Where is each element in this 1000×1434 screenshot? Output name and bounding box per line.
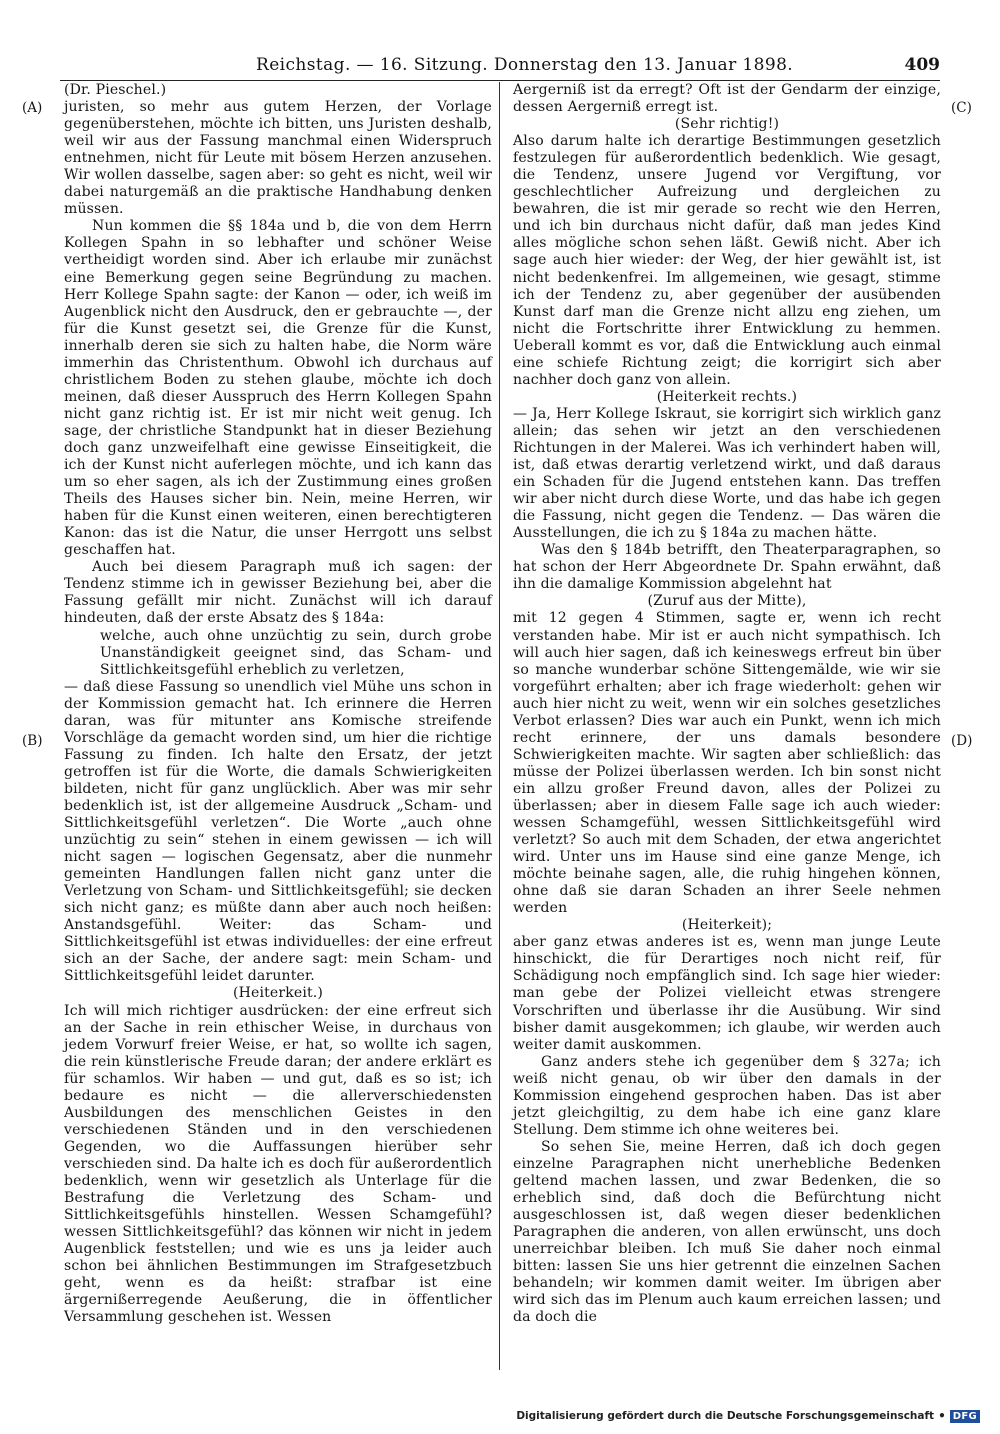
- left-column: [64, 82, 492, 1326]
- right-stage-direction: (Sehr richtig!): [674, 116, 780, 133]
- speaker-label: (Dr. Pieschel.): [64, 82, 167, 98]
- right-paragraph: Ganz anders stehe ich gegenüber dem § 327a; ich weiß nicht genau, ob wir über den damals in der Kommission eingehend gesprochen haben. Das ist aber jetzt gleichgiltig, zu dem habe ich eine ganz klare Stellung. Dem stimme ich ohne weiteres bei.: [513, 1053, 941, 1138]
- left-paragraph: — daß diese Fassung so unendlich viel Mühe uns schon in der Kommission gemacht hat. Ich erinnere die Herren daran, was für mitunter ans Komische streifende Vorschläge da gemacht worden sind, um hier die richtige Fassung zu finden. Ich halte den Ersatz, der jetzt getroffen ist für die Worte, die damals Schwierigkeiten bildeten, nicht für ganz unglücklich. Aber was mir sehr bedenklich ist, ist der allgemeine Ausdruck „Scham- und Sittlichkeitsgefühl verletzen“. Die Worte „auch ohne unzüchtig zu sein“ stehen in einem gewissen — ich will nicht sagen — logischen Gegensatz, aber die nunmehr gemeinten Handlungen fallen nicht ganz unter die Verletzung von Scham- und Sittlichkeitsgefühl; sie decken sich nicht ganz; es müßte dann aber auch noch heißen: Anstandsgefühl. Weiter: das Scham- und Sittlichkeitsgefühl ist etwas individuelles: der eine erfreut sich an der Sache, der andere sagt: mein Scham- und Sittlichkeitsgefühl leidet darunter.: [64, 678, 492, 985]
- left-paragraph: juristen, so mehr aus gutem Herzen, der Vorlage gegenüberstehen, möchte ich bitten, uns Juristen deshalb, weil wir aus der Fassung manchmal einen Widerspruch entnehmen, nicht für Leute mit bösem Herzen anzusehen. Wir wollen dasselbe, sagen aber: so geht es nicht, weil wir dabei naturgemäß an die praktische Handhabung denken müssen.: [64, 99, 492, 218]
- left-paragraph: Auch bei diesem Paragraph muß ich sagen: der Tendenz stimme ich in gewisser Beziehung bei, aber die Fassung gefällt mir nicht. Zunächst will ich darauf hindeuten, daß der erste Absatz des § 184a:: [64, 559, 492, 627]
- right-paragraph: aber ganz etwas anderes ist es, wenn man junge Leute hinschickt, die für Derartiges noch nicht reif, für Schädigung noch empfänglich sind. Ich sage hier wieder: man gebe der Polizei vielleicht etwas strengere Vorschriften und überlasse ihr die Ausübung. Wir sind bisher damit ausgekommen; ich glaube, wir werden auch weiter damit auskommen.: [513, 934, 941, 1053]
- right-paragraph: — Ja, Herr Kollege Iskraut, sie korrigirt sich wirklich ganz allein; das sehen wir jetzt an den verschiedenen Richtungen in der Malerei. Was ich verhindert haben will, ist, daß etwas derartig verletzend wirkt, und daß daraus ein Schaden für die Jugend entstehen kann. Das treffen wir aber nicht durch diese Worte, und das habe ich gegen die Fassung, nicht gegen die Tendenz. — Das wären die Ausstellungen, die ich zu § 184a zu machen hätte.: [513, 405, 941, 542]
- margin-mark-a: (A): [22, 100, 43, 116]
- header-rule: [60, 80, 940, 81]
- footer-text: Digitalisierung gefördert durch die Deutsche Forschungsgemeinschaft: [516, 1410, 935, 1422]
- right-stage-direction: (Heiterkeit);: [681, 917, 773, 934]
- margin-mark-c: (C): [951, 100, 972, 116]
- left-quotation: welche, auch ohne unzüchtig zu sein, durch grobe Unanständigkeit geeignet sind, das Scham- und Sittlichkeitsgefühl erheblich zu verletzen,: [100, 627, 492, 678]
- right-paragraph: Aergerniß ist da erregt? Oft ist der Gendarm der einzige, dessen Aergerniß erregt ist.: [513, 82, 941, 116]
- dfg-logo: DFG: [950, 1410, 980, 1423]
- right-paragraph: Was den § 184b betrifft, den Theaterparagraphen, so hat schon der Herr Abgeordnete Dr. Spahn erwähnt, daß ihn die damalige Kommission abgelehnt hat: [513, 542, 941, 593]
- left-paragraph: Ich will mich richtiger ausdrücken: der eine erfreut sich an der Sache in rein ethischer Weise, in durchaus von jedem Vorwurf freier Weise, er hat, so wollte ich sagen, die rein künstlerische Freude daran; der andere erklärt es für schamlos. Wir haben — und gut, daß es so ist; ich bedaure es nicht — die allerverschiedensten Ausbildungen des menschlichen Geistes in den verschiedenen Ständen und in den verschiedenen Gegenden, wo die Auffassungen hierüber sehr verschieden sind. Da halte ich es doch für außerordentlich bedenklich, wenn wir gesetzlich als Unterlage für die Bestrafung die Verletzung des Scham- und Sittlichkeitsgefühls hinstellen. Wessen Schamgefühl? wessen Sittlichkeitsgefühl? das können wir nicht in jedem Augenblick feststellen; und wie es uns ja leider auch schon bei ähnlichen Bestimmungen im Strafgesetzbuch geht, wenn es da heißt: strafbar ist eine ärgernißerregende Aeußerung, die in öffentlicher Versammlung geschehen ist. Wessen: [64, 1002, 492, 1326]
- right-stage-direction: (Heiterkeit rechts.): [656, 388, 798, 405]
- page-number: 409: [904, 55, 940, 75]
- margin-mark-b: (B): [22, 733, 43, 749]
- column-divider: [499, 82, 500, 1370]
- right-stage-direction: (Zuruf aus der Mitte),: [647, 593, 807, 610]
- footer-credit: [516, 1409, 980, 1423]
- left-paragraph: Nun kommen die §§ 184a und b, die von dem Herrn Kollegen Spahn in so lebhafter und schöner Weise vertheidigt worden sind. Aber ich erlaube mir zunächst eine Bemerkung gegen seine Begründung zu machen. Herr Kollege Spahn sagte: der Kanon — oder, ich weiß im Augenblick nicht den Ausdruck, den er gebrauchte —, der für die Kunst gesetzt sei, die Grenze für die Kunst, innerhalb deren sie sich zu halten habe, die Norm wäre immerhin das Christenthum. Obwohl ich durchaus auf christlichem Boden zu stehen glaube, möchte ich doch meinen, daß dieser Ausspruch des Herrn Kollegen Spahn nicht ganz richtig ist. Er ist mir nicht weit genug. Ich sage, der christliche Standpunkt hat in dieser Beziehung doch ganz unzweifelhaft eine gewisse Einseitigkeit, die ich der Kunst nicht auferlegen möchte, und ich kann das um so eher sagen, als ich der Zustimmung eines großen Theils des Hauses sicher bin. Nein, meine Herren, wir haben für die Kunst einen weiteren, einen berechtigteren Kanon: das ist die Natur, die unser Herrgott uns selbst geschaffen hat.: [64, 218, 492, 559]
- right-paragraph: So sehen Sie, meine Herren, daß ich doch gegen einzelne Paragraphen nicht unerhebliche Bedenken geltend machen lassen, und zwar Bedenken, die so erheblich sind, daß doch die Befürchtung nicht ausgeschlossen ist, daß wegen dieser bedenklichen Paragraphen die anderen, von allen erwünscht, uns doch unerreichbar bleiben. Ich muß Sie daher noch einmal bitten: lassen Sie uns hier getrennt die einzelnen Sachen behandeln; wir kommen damit weiter. Im übrigen aber wird sich das im Plenum auch kaum erreichen lassen; und da doch die: [513, 1138, 941, 1326]
- right-paragraph: mit 12 gegen 4 Stimmen, sagte er, wenn ich recht verstanden habe. Mir ist er auch nicht sympathisch. Ich will auch hier sagen, daß ich keineswegs erfreut bin über so manche wunderbar schöne Sittengemälde, wie wir sie vorgeführt erhalten; aber ich frage wiederholt: gehen wir auch hier nicht zu weit, wenn wir ein solches gesetzliches Verbot erlassen? Dies war auch ein Punkt, wenn ich mich recht erinnere, der uns damals besondere Schwierigkeiten machte. Wir sagten aber schließlich: das müsse der Polizei überlassen werden. Ich bin sonst nicht ein allzu großer Freund davon, alles der Polizei zu überlassen; aber in diesem Falle sage ich auch wieder: wessen Schamgefühl, wessen Sittlichkeitsgefühl wird verletzt? So auch mit dem Schaden, der etwa angerichtet wird. Unter uns im Hause sind eine ganze Menge, ich möchte beinahe sagen, alle, die ruhig hingehen können, ohne daß sie daran Schaden an ihrer Seele nehmen werden: [513, 610, 941, 917]
- footer-separator: •: [938, 1409, 946, 1423]
- left-stage-direction: (Heiterkeit.): [232, 985, 324, 1002]
- running-head: Reichstag. — 16. Sitzung. Donnerstag den 13. Januar 1898.: [256, 55, 794, 75]
- margin-mark-d: (D): [951, 733, 973, 749]
- right-paragraph: Also darum halte ich derartige Bestimmungen gesetzlich festzulegen für außerordentlich bedenklich. Wie gesagt, die Tendenz, unsere Jugend vor Vergiftung, vor geschlechtlicher Aufreizung und dergleichen zu bewahren, die ist mir gerade so recht wie den Herren, und ich bin durchaus nicht dafür, daß man jedes Kind alles mögliche schon sehen läßt. Gewiß nicht. Aber ich sage auch hier wieder: der Weg, der hier gewählt ist, ist nicht bedenkenfrei. Im allgemeinen, wie gesagt, stimme ich der Tendenz zu, aber gegenüber der ausübenden Kunst darf man die Grenze nicht allzu eng ziehen, um nicht die Fortschritte ihrer Entwicklung zu hemmen. Ueberall kommt es vor, daß die Entwicklung auch einmal eine schiefe Richtung zeigt; die korrigirt sich aber nachher doch ganz von allein.: [513, 133, 941, 388]
- page-header: [60, 55, 940, 81]
- right-column: [513, 82, 941, 1326]
